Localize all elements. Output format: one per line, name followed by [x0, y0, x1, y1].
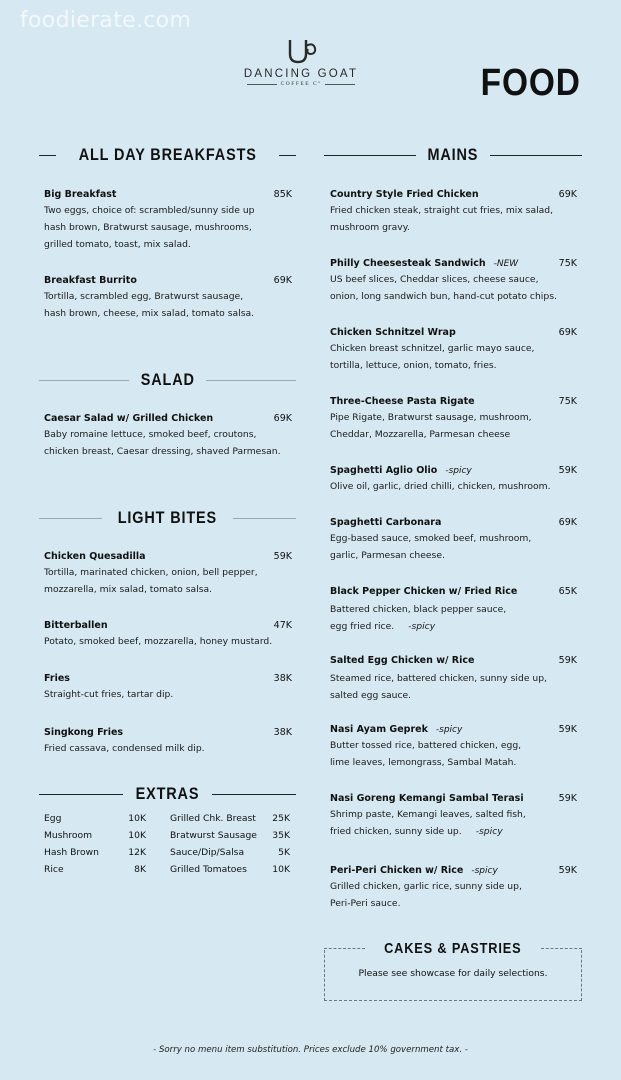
- item-desc-line: chicken breast, Caesar dressing, shaved Parmesan.: [44, 446, 281, 457]
- item-desc-line: garlic, Parmesan cheese.: [330, 550, 445, 561]
- item-desc-line: Chicken breast schnitzel, garlic mayo sauce,: [330, 343, 535, 354]
- extras-row: [44, 861, 294, 878]
- item-desc-line: mozzarella, mix salad, tomato salsa.: [44, 584, 213, 595]
- item-tag: -spicy: [445, 466, 472, 476]
- item-desc-line: lime leaves, lemongrass, Sambal Matah.: [330, 757, 517, 768]
- item-name: Nasi Goreng Kemangi Sambal Terasi: [330, 793, 524, 804]
- item-name: Spaghetti Carbonara: [330, 517, 442, 528]
- item-name: Spaghetti Aglio Olio: [330, 465, 438, 476]
- brand-logo: [236, 38, 366, 100]
- extra-price: 12K: [128, 847, 146, 858]
- extra-price: 10K: [128, 813, 146, 824]
- item-name: Three-Cheese Pasta Rigate: [330, 396, 475, 407]
- menu-item: [330, 258, 577, 305]
- item-price: 69K: [273, 275, 292, 286]
- item-name: Fries: [44, 673, 70, 684]
- brand-subtitle: COFFEE Cº: [280, 81, 322, 87]
- item-desc-line: Baby romaine lettuce, smoked beef, croutons,: [44, 429, 257, 440]
- item-desc-line: Butter tossed rice, battered chicken, egg,: [330, 740, 522, 751]
- menu-item: [330, 517, 577, 564]
- item-name: Country Style Fried Chicken: [330, 189, 479, 200]
- extra-price: 25K: [272, 813, 290, 824]
- menu-item: [330, 655, 577, 704]
- extra-price: 8K: [134, 864, 146, 875]
- item-tag: -NEW: [493, 259, 519, 269]
- item-name: Black Pepper Chicken w/ Fried Rice: [330, 586, 518, 597]
- item-name: Philly Cheesesteak Sandwich: [330, 258, 486, 269]
- brand-divider-left: [247, 84, 277, 85]
- extras-row: [44, 827, 294, 844]
- extra-name: Grilled Chk. Breast: [170, 813, 256, 824]
- extra-price: 35K: [272, 830, 290, 841]
- extra-name: Mushroom: [44, 830, 93, 841]
- extra-price: 10K: [272, 864, 290, 875]
- item-price: 69K: [558, 517, 577, 528]
- section-header-salad: [39, 370, 296, 390]
- item-desc-line: hash brown, Bratwurst sausage, mushrooms,: [44, 222, 252, 233]
- menu-item: [44, 189, 292, 253]
- item-desc-line: Fried chicken steak, straight cut fries, mix salad,: [330, 205, 554, 216]
- item-price: 59K: [273, 551, 292, 562]
- item-desc-line: Pipe Rigate, Bratwurst sausage, mushroom,: [330, 412, 532, 423]
- cakes-box: [324, 950, 582, 1001]
- item-desc-line: Shrimp paste, Kemangi leaves, salted fish,: [330, 809, 526, 820]
- item-desc-line: Battered chicken, black pepper sauce,: [330, 604, 507, 615]
- menu-item: [44, 727, 292, 757]
- menu-item: [44, 551, 292, 598]
- menu-item: [330, 865, 577, 912]
- extra-name: Rice: [44, 864, 64, 875]
- item-price: 59K: [558, 793, 577, 804]
- item-desc-line: Tortilla, scrambled egg, Bratwurst sausage,: [44, 291, 244, 302]
- item-desc-line: Peri-Peri sauce.: [330, 898, 401, 909]
- item-price: 69K: [273, 413, 292, 424]
- menu-item: [330, 189, 577, 236]
- menu-item: [330, 465, 577, 495]
- item-desc-line: fried chicken, sunny side up.: [330, 826, 462, 837]
- menu-item: [330, 327, 577, 374]
- watermark-text: foodierate.com: [20, 8, 192, 33]
- extra-name: Grilled Tomatoes: [170, 864, 247, 875]
- section-title: ALL DAY BREAKFASTS: [78, 145, 257, 164]
- item-desc-line: US beef slices, Cheddar slices, cheese sauce,: [330, 274, 539, 285]
- item-desc-line: mushroom gravy.: [330, 222, 410, 233]
- menu-item: [330, 586, 577, 635]
- item-price: 69K: [558, 327, 577, 338]
- item-price: 59K: [558, 465, 577, 476]
- item-price: 75K: [558, 258, 577, 269]
- item-price: 85K: [273, 189, 292, 200]
- item-name: Nasi Ayam Geprek: [330, 724, 428, 735]
- item-price: 69K: [558, 189, 577, 200]
- item-price: 59K: [558, 865, 577, 876]
- item-price: 59K: [558, 724, 577, 735]
- item-desc-line: Cheddar, Mozzarella, Parmesan cheese: [330, 429, 511, 440]
- item-name: Singkong Fries: [44, 727, 124, 738]
- item-name: Salted Egg Chicken w/ Rice: [330, 655, 475, 666]
- item-desc-line: Fried cassava, condensed milk dip.: [44, 743, 205, 754]
- item-desc-line: salted egg sauce.: [330, 690, 412, 701]
- section-title: EXTRAS: [135, 784, 200, 803]
- item-desc-line: Grilled chicken, garlic rice, sunny side up,: [330, 881, 522, 892]
- item-desc-line: Steamed rice, battered chicken, sunny side up,: [330, 673, 547, 684]
- item-name: Breakfast Burrito: [44, 275, 137, 286]
- item-name: Big Breakfast: [44, 189, 117, 200]
- brand-name: DANCING GOAT: [243, 68, 359, 80]
- section-header-cakes: [324, 940, 582, 957]
- extra-price: 10K: [128, 830, 146, 841]
- item-price: 47K: [273, 620, 292, 631]
- extra-name: Hash Brown: [44, 847, 99, 858]
- item-price: 38K: [273, 727, 292, 738]
- menu-item: [330, 724, 577, 771]
- extras-table: [44, 810, 294, 878]
- item-tag: -spicy: [471, 866, 498, 876]
- item-name: Bitterballen: [44, 620, 108, 631]
- item-desc-line: hash brown, cheese, mix salad, tomato salsa.: [44, 308, 255, 319]
- section-header-breakfast: [39, 145, 296, 165]
- coffee-cup-icon: [281, 38, 321, 66]
- item-price: 75K: [558, 396, 577, 407]
- item-desc-line: Egg-based sauce, smoked beef, mushroom,: [330, 533, 532, 544]
- extra-name: Egg: [44, 813, 62, 824]
- item-desc-line: tortilla, lettuce, onion, tomato, fries.: [330, 360, 497, 371]
- item-desc-line: Straight-cut fries, tartar dip.: [44, 689, 174, 700]
- section-header-extras: [39, 784, 296, 804]
- section-title: MAINS: [427, 145, 479, 164]
- item-name: Chicken Schnitzel Wrap: [330, 327, 456, 338]
- menu-item: [330, 396, 577, 443]
- section-header-mains: [324, 145, 582, 165]
- item-price: 65K: [558, 586, 577, 597]
- page-title: FOOD: [480, 62, 581, 104]
- extras-row: [44, 844, 294, 861]
- item-tag: -spicy: [435, 725, 463, 735]
- menu-item: [44, 620, 292, 650]
- extra-price: 5K: [278, 847, 290, 858]
- menu-item: [44, 413, 292, 460]
- item-desc-line: egg fried rice.: [330, 621, 395, 632]
- item-desc-line: Two eggs, choice of: scrambled/sunny side up: [44, 205, 255, 216]
- item-name: Caesar Salad w/ Grilled Chicken: [44, 413, 214, 424]
- extra-name: Bratwurst Sausage: [170, 830, 257, 841]
- menu-item: [330, 793, 577, 840]
- item-price: 38K: [273, 673, 292, 684]
- item-desc-line: onion, long sandwich bun, hand-cut potato chips.: [330, 291, 557, 302]
- section-header-light-bites: [39, 508, 296, 528]
- section-title: LIGHT BITES: [117, 508, 218, 527]
- extras-row: [44, 810, 294, 827]
- cakes-note: Please see showcase for daily selections.: [358, 968, 548, 979]
- item-desc-line: Potato, smoked beef, mozzarella, honey mustard.: [44, 636, 273, 647]
- menu-item: [44, 275, 292, 322]
- item-desc-line: Tortilla, marinated chicken, onion, bell pepper,: [44, 567, 258, 578]
- extra-name: Sauce/Dip/Salsa: [170, 847, 245, 858]
- item-price: 59K: [558, 655, 577, 666]
- item-desc-line: Olive oil, garlic, dried chilli, chicken, mushroom.: [330, 481, 551, 492]
- item-desc-line: grilled tomato, toast, mix salad.: [44, 239, 191, 250]
- menu-item: [44, 673, 292, 703]
- brand-divider-right: [325, 84, 355, 85]
- item-tag: -spicy: [475, 826, 503, 837]
- footer-note: - Sorry no menu item substitution. Prices exclude 10% government tax. -: [153, 1045, 468, 1055]
- item-name: Peri-Peri Chicken w/ Rice: [330, 865, 464, 876]
- section-title: SALAD: [140, 370, 195, 389]
- item-tag: -spicy: [408, 621, 436, 632]
- item-name: Chicken Quesadilla: [44, 551, 146, 562]
- section-title: CAKES & PASTRIES: [384, 940, 522, 957]
